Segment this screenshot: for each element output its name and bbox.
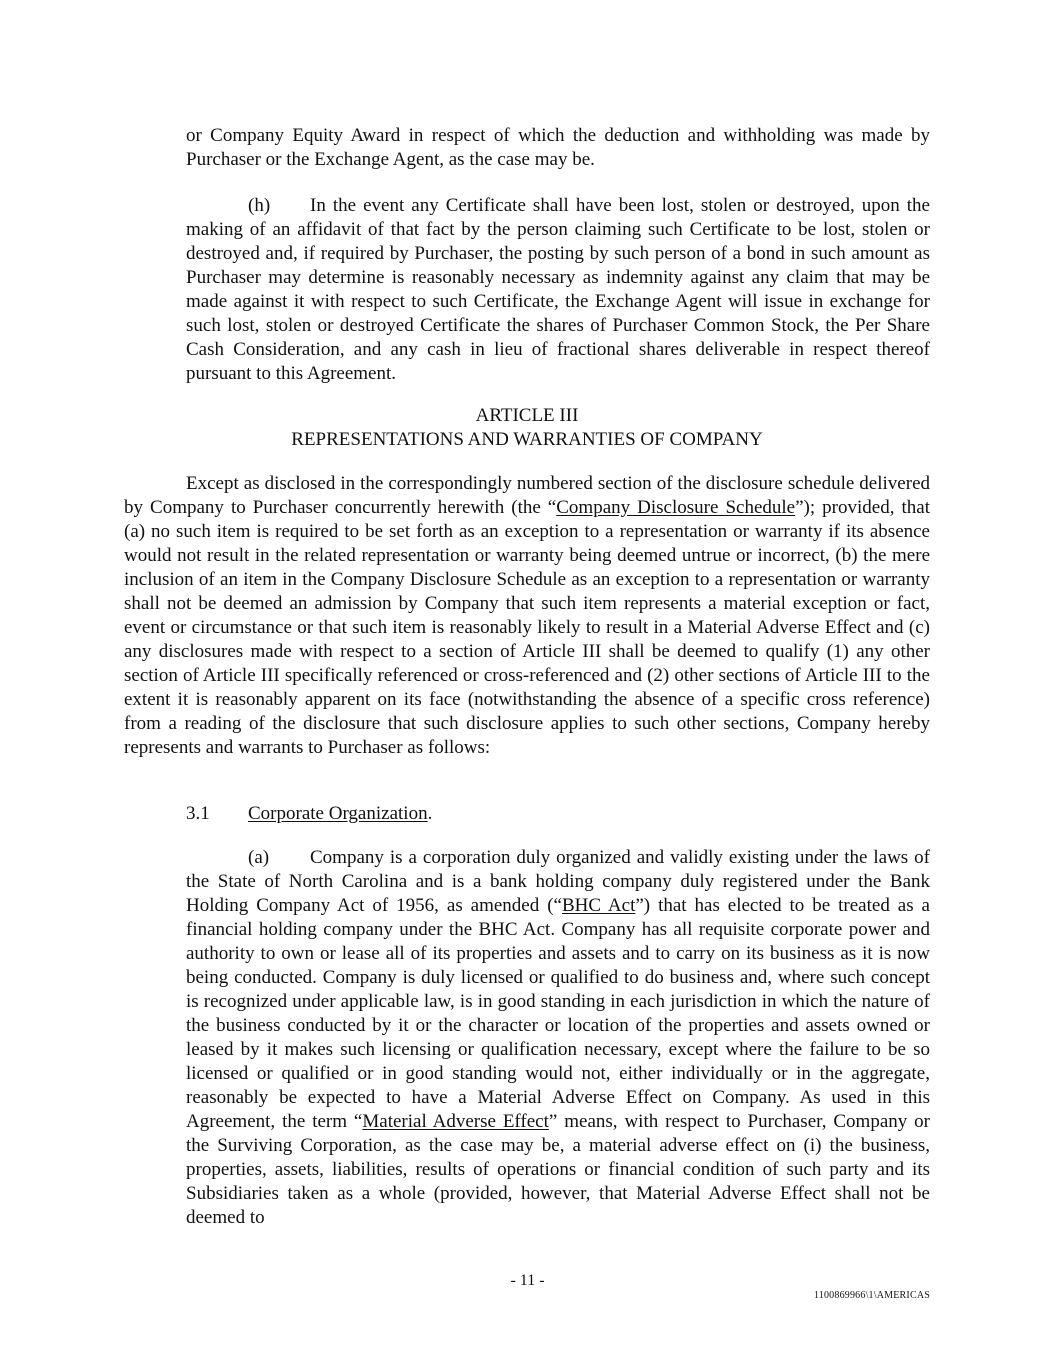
paragraph-text: or Company Equity Award in respect of which the deduction and withholding was made by Purchaser or the Exchange Agent, as the case may be. — [186, 125, 930, 170]
article-number: ARTICLE III — [475, 405, 579, 426]
section-number: 3.1 — [186, 803, 210, 824]
page-number: - 11 - — [510, 1272, 545, 1289]
section-heading — [186, 802, 930, 826]
section-title: Corporate Organization — [248, 803, 428, 824]
paragraph-a — [186, 846, 930, 1230]
article-intro — [124, 472, 930, 760]
article-title: REPRESENTATIONS AND WARRANTIES OF COMPANY — [291, 429, 763, 450]
paragraph-h — [186, 194, 930, 386]
intro-text: Except as disclosed in the correspondingly numbered section of the disclosure schedule delivered by Company to Purchaser concurrently herewith (the “ — [124, 473, 930, 518]
paragraph-text: In the event any Certificate shall have been lost, stolen or destroyed, upon the making of an affidavit of that fact by the person claiming such Certificate to be lost, stolen or destroyed and, if required by Purchaser, the posting by such person of a bond in such amount as Purchaser may determine is reasonably necessary as indemnity against any claim that may be made against it with respect to such Certificate, the Exchange Agent will issue in exchange for such lost, stolen or destroyed Certificate the shares of Purchaser Common Stock, the Per Share Cash Consideration, and any cash in lieu of fractional shares deliverable in respect thereof pursuant to this Agreement. — [186, 195, 930, 384]
paragraph-text: ”) that has elected to be treated as a financial holding company under the BHC Act. Company has all requisite corporate power and authority to own or lease all of its properties and assets and to carry on its business as it is now being conducted. Company is duly licensed or qualified to do business and, where such concept is recognized under applicable law, is in good standing in each jurisdiction in which the nature of the business conducted by it or the character or location of the properties and assets owned or leased by it makes such licensing or qualification necessary, except where the failure to be so licensed or qualified or in good standing would not, either individually or in the aggregate, reasonably be expected to have a Material Adverse Effect on Company. As used in this Agreement, the term “ — [186, 895, 930, 1132]
document-id: 1100869966\1\AMERICAS — [813, 1290, 930, 1301]
defined-term: BHC Act — [561, 895, 636, 916]
subsection-label: (a) — [248, 847, 270, 868]
intro-text: ”); provided, that (a) no such item is required to be set forth as an exception to a representation or warranty if its absence would not result in the related representation or warranty being deemed untrue or incorrect, (b) the mere inclusion of an item in the Company Disclosure Schedule as an exception to a representation or warranty shall not be deemed an admission by Company that such item represents a material exception or fact, event or circumstance or that such item is reasonably likely to result in a Material Adverse Effect and (c) any disclosures made with respect to a section of Article III shall be deemed to qualify (1) any other section of Article III specifically referenced or cross-referenced and (2) other sections of Article III to the extent it is reasonably apparent on its face (notwithstanding the absence of a specific cross reference) from a reading of the disclosure that such disclosure applies to such other sections, Company hereby represents and warrants to Purchaser as follows: — [124, 497, 930, 758]
defined-term: Company Disclosure Schedule — [556, 497, 796, 518]
subsection-label: (h) — [248, 195, 271, 216]
defined-term: Material Adverse Effect — [362, 1111, 549, 1132]
paragraph-text: ” means, with respect to Purchaser, Company or the Surviving Corporation, as the case may be, a material adverse effect on (i) the business, properties, assets, liabilities, results of operations or financial condition of such party and its Subsidiaries taken as a whole (provided, however, that Material Adverse Effect shall not be deemed to — [186, 1111, 930, 1228]
paragraph-continuation — [186, 124, 930, 172]
section-title-suffix: . — [427, 803, 433, 824]
paragraph-text: Company is a corporation duly organized and validly existing under the laws of the State of North Carolina and is a bank holding company duly registered under the Bank Holding Company Act of 1956, as amended (“ — [186, 847, 930, 916]
